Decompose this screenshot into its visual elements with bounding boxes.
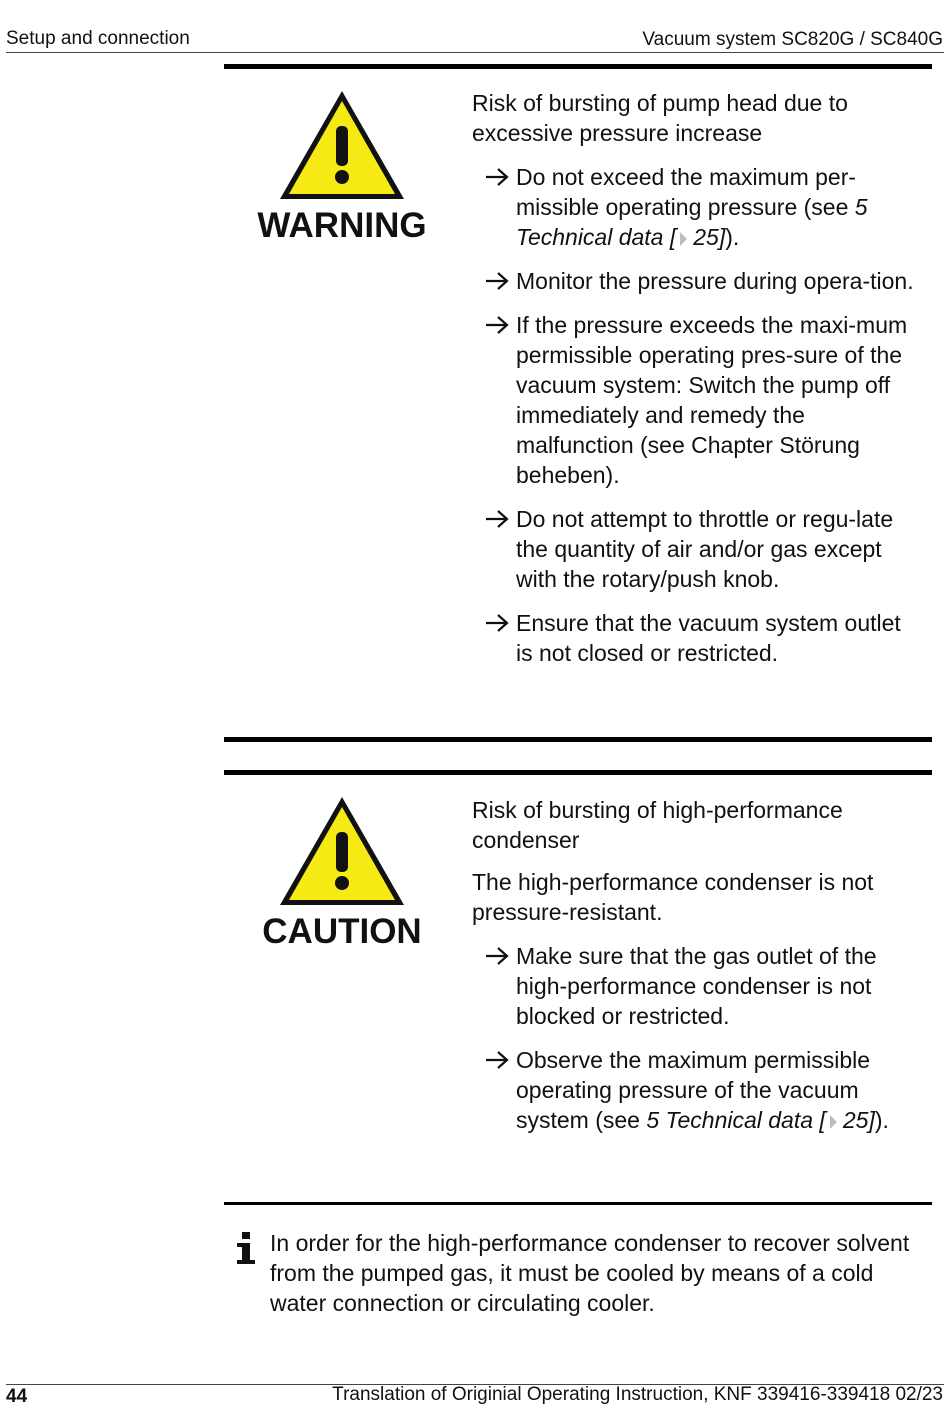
caution-sign — [242, 794, 442, 949]
warning-heading: Risk of bursting of pump head due to excessive pressure increase — [472, 90, 848, 146]
warning-top-rule — [224, 64, 932, 69]
arrow-right-icon — [484, 608, 514, 633]
caution-content — [472, 795, 922, 1135]
warning-content — [472, 88, 922, 668]
caution-top-rule — [224, 770, 932, 775]
footer-document-title: Translation of Originial Operating Instruction, KNF 339416-339418 02/23 — [332, 1384, 943, 1405]
header-divider — [6, 52, 944, 53]
warning-sign — [242, 88, 442, 243]
warning-instruction-5: Ensure that the vacuum system outlet is not closed or restricted. — [472, 608, 922, 668]
caution-instruction-1: Make sure that the gas outlet of the high-performance condenser is not blocked or restricted. — [472, 941, 922, 1031]
arrow-right-icon — [484, 162, 514, 187]
arrow-right-icon — [484, 941, 514, 966]
info-icon — [236, 1232, 256, 1271]
header-section-title: Setup and connection — [6, 28, 190, 49]
warning-instruction-list — [472, 162, 922, 668]
caution-intro: The high-performance condenser is not pressure-resistant. — [472, 869, 874, 925]
technical-data-link[interactable]: 5 Technical data [ 25] — [516, 194, 868, 250]
warning-instruction-3: If the pressure exceeds the maxi-mum permissible operating pres-sure of the vacuum system: Switch the pump off immediately and remedy the malfunction (see Chapter Störung beheben). — [472, 310, 922, 490]
warning-triangle-icon — [277, 88, 407, 202]
caution-instruction-list — [472, 941, 922, 1135]
page-ref-triangle-icon — [830, 1115, 837, 1129]
page-number: 44 — [6, 1386, 28, 1407]
arrow-right-icon — [484, 1045, 514, 1070]
caution-heading: Risk of bursting of high-performance condenser — [472, 797, 843, 853]
arrow-right-icon — [484, 266, 514, 291]
page-ref-triangle-icon — [680, 232, 687, 246]
header-product-title: Vacuum system SC820G / SC840G — [642, 29, 943, 50]
warning-instruction-1: Do not exceed the maximum per-missible operating pressure (see 5 Technical data [ 25]). — [472, 162, 922, 252]
info-note-text: In order for the high-performance condenser to recover solvent from the pumped gas, it must be cooled by means of a cold water connection or circulating cooler. — [270, 1230, 910, 1316]
warning-bottom-rule — [224, 737, 932, 742]
warning-instruction-2: Monitor the pressure during opera-tion. — [472, 266, 922, 296]
caution-signal-word: CAUTION — [262, 912, 422, 951]
caution-instruction-2: Observe the maximum permissible operating pressure of the vacuum system (see 5 Technical data [ 25]). — [472, 1045, 922, 1135]
warning-signal-word: WARNING — [257, 206, 427, 245]
warning-instruction-4: Do not attempt to throttle or regu-late the quantity of air and/or gas except with the rotary/push knob. — [472, 504, 922, 594]
caution-bottom-rule — [224, 1202, 932, 1205]
technical-data-link[interactable]: 5 Technical data [ 25] — [646, 1107, 875, 1133]
caution-triangle-icon — [277, 794, 407, 908]
arrow-right-icon — [484, 310, 514, 335]
arrow-right-icon — [484, 504, 514, 529]
page-header — [0, 0, 950, 56]
